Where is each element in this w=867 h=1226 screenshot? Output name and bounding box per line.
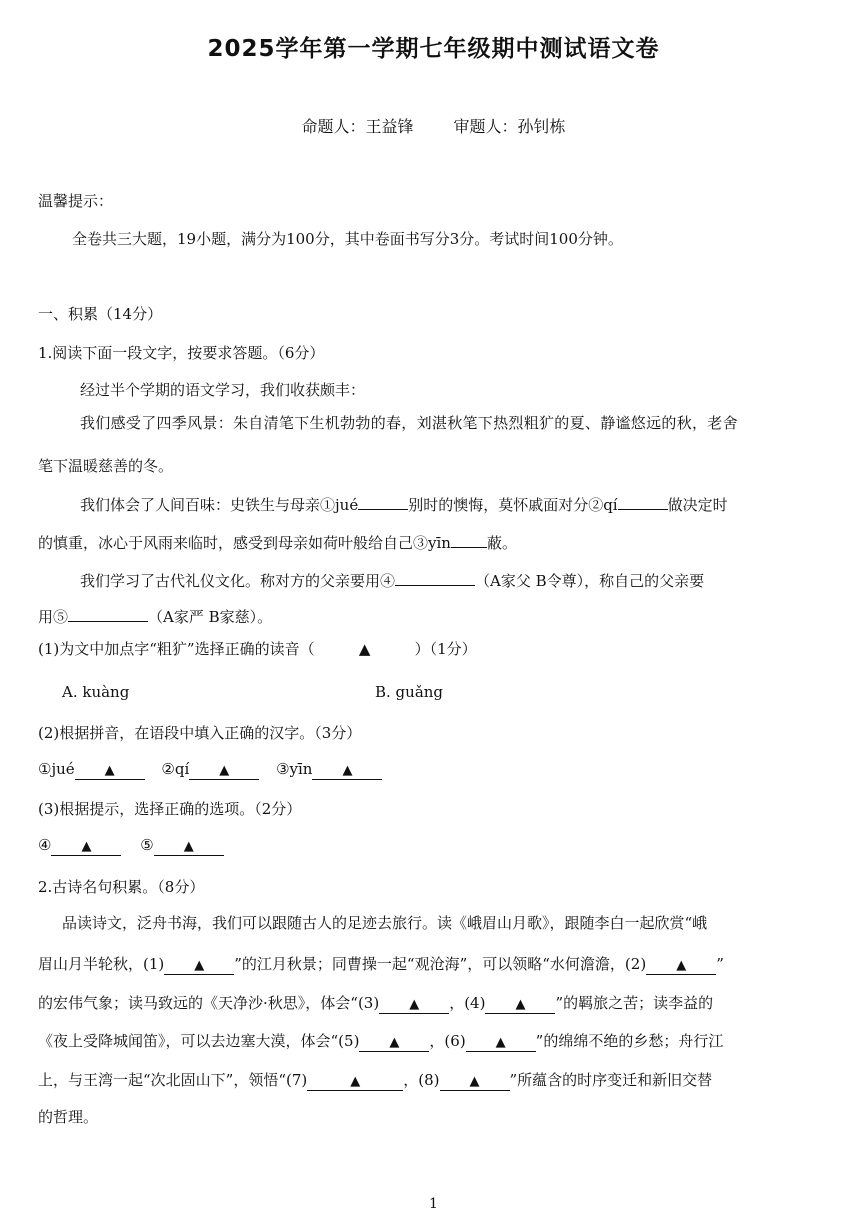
blank-1[interactable] — [358, 495, 408, 510]
q1-intro: 经过半个学期的语文学习，我们收获颇丰： — [80, 381, 366, 399]
option-b: B. guǎng — [375, 683, 444, 701]
poem-blank-7[interactable]: ▲ — [307, 1074, 403, 1091]
blank-2[interactable] — [618, 495, 668, 510]
proposer: 命题人：王益锋 — [301, 117, 414, 136]
q1-sub2: (2)根据拼音，在语段中填入正确的汉字。（3分） — [38, 724, 362, 742]
poem-blank-6[interactable]: ▲ — [466, 1035, 536, 1052]
q1-para2-line2: 的慎重，冰心于风雨来临时，感受到母亲如荷叶般给自己③yīn 蔽。 — [38, 534, 517, 552]
section1-heading: 一、积累（14分） — [38, 305, 163, 323]
tips-heading: 温馨提示： — [38, 192, 114, 210]
tips-text: 全卷共三大题，19小题，满分为100分，其中卷面书写分3分。考试时间100分钟。 — [72, 230, 623, 248]
q2-line6: 的哲理。 — [38, 1108, 99, 1126]
q2-line2: 眉山月半轮秋，(1) ▲ ”的江月秋景；同曹操一起“观沧海”，可以领略“水何澹澹，(2) ▲ ” — [38, 955, 724, 973]
blank-3[interactable] — [451, 533, 487, 548]
poem-blank-5[interactable]: ▲ — [359, 1035, 429, 1052]
q1-para2-line1: 我们体会了人间百味：史铁生与母亲①jué 别时的懊悔，莫怀戚面对分②qí 做决定时 — [80, 496, 728, 514]
q1-sub3-answers: ④ ▲ ⑤ ▲ — [38, 836, 224, 856]
answer-blank-1[interactable]: ▲ — [75, 763, 145, 780]
blank-4[interactable] — [395, 571, 475, 586]
answer-blank-3[interactable]: ▲ — [312, 763, 382, 780]
q1-sub1: (1)为文中加点字“粗犷”选择正确的读音（ ▲ ）（1分） — [38, 640, 477, 658]
answer-blank-2[interactable]: ▲ — [189, 763, 259, 780]
q2-line3: 的宏伟气象；读马致远的《天净沙·秋思》，体会“(3) ▲ ，(4) ▲ ”的羁旅之苦；读李益的 — [38, 994, 714, 1012]
page-number: 1 — [429, 1196, 438, 1212]
poem-blank-8[interactable]: ▲ — [440, 1074, 510, 1091]
q1-sub3: (3)根据提示，选择正确的选项。（2分） — [38, 800, 302, 818]
q2-line1: 品读诗文，泛舟书海，我们可以跟随古人的足迹去旅行。读《峨眉山月歌》，跟随李白一起欣赏“峨 — [62, 914, 708, 932]
answer-blank-5[interactable]: ▲ — [154, 839, 224, 856]
q1-para3-line1: 我们学习了古代礼仪文化。称对方的父亲要用④ （A家父 B令尊），称自己的父亲要 — [80, 572, 705, 590]
poem-blank-4[interactable]: ▲ — [485, 997, 555, 1014]
poem-blank-2[interactable]: ▲ — [646, 958, 716, 975]
poem-blank-3[interactable]: ▲ — [379, 997, 449, 1014]
authors-line — [0, 114, 867, 137]
q2-line4: 《夜上受降城闻笛》，可以去边塞大漠，体会“(5) ▲ ，(6) ▲ ”的绵绵不绝的乡愁；舟行江 — [38, 1032, 724, 1050]
option-a: A. kuàng — [62, 683, 130, 701]
poem-blank-1[interactable]: ▲ — [164, 958, 234, 975]
q1-para1-line2: 笔下温暖慈善的冬。 — [38, 457, 174, 475]
blank-5[interactable] — [68, 607, 148, 622]
reviewer: 审题人：孙钊栋 — [453, 117, 566, 136]
q1-para3-line2: 用⑤ （A家严 B家慈）。 — [38, 608, 273, 626]
answer-marker[interactable]: ▲ — [358, 640, 371, 658]
q1-para1-line1: 我们感受了四季风景：朱自清笔下生机勃勃的春，刘湛秋笔下热烈粗犷的夏、静谧悠远的秋，老舍 — [80, 414, 738, 432]
exam-title: 2025学年第一学期七年级期中测试语文卷 — [207, 36, 660, 62]
q2-line5: 上，与王湾一起“次北固山下”，领悟“(7) ▲ ，(8) ▲ ”所蕴含的时序变迁和新旧交替 — [38, 1071, 713, 1089]
q2-prompt: 2.古诗名句积累。（8分） — [38, 878, 205, 896]
q1-sub2-answers: ①jué ▲ ②qí ▲ ③yīn ▲ — [38, 760, 382, 780]
answer-blank-4[interactable]: ▲ — [51, 839, 121, 856]
q1-prompt: 1.阅读下面一段文字，按要求答题。（6分） — [38, 344, 325, 362]
